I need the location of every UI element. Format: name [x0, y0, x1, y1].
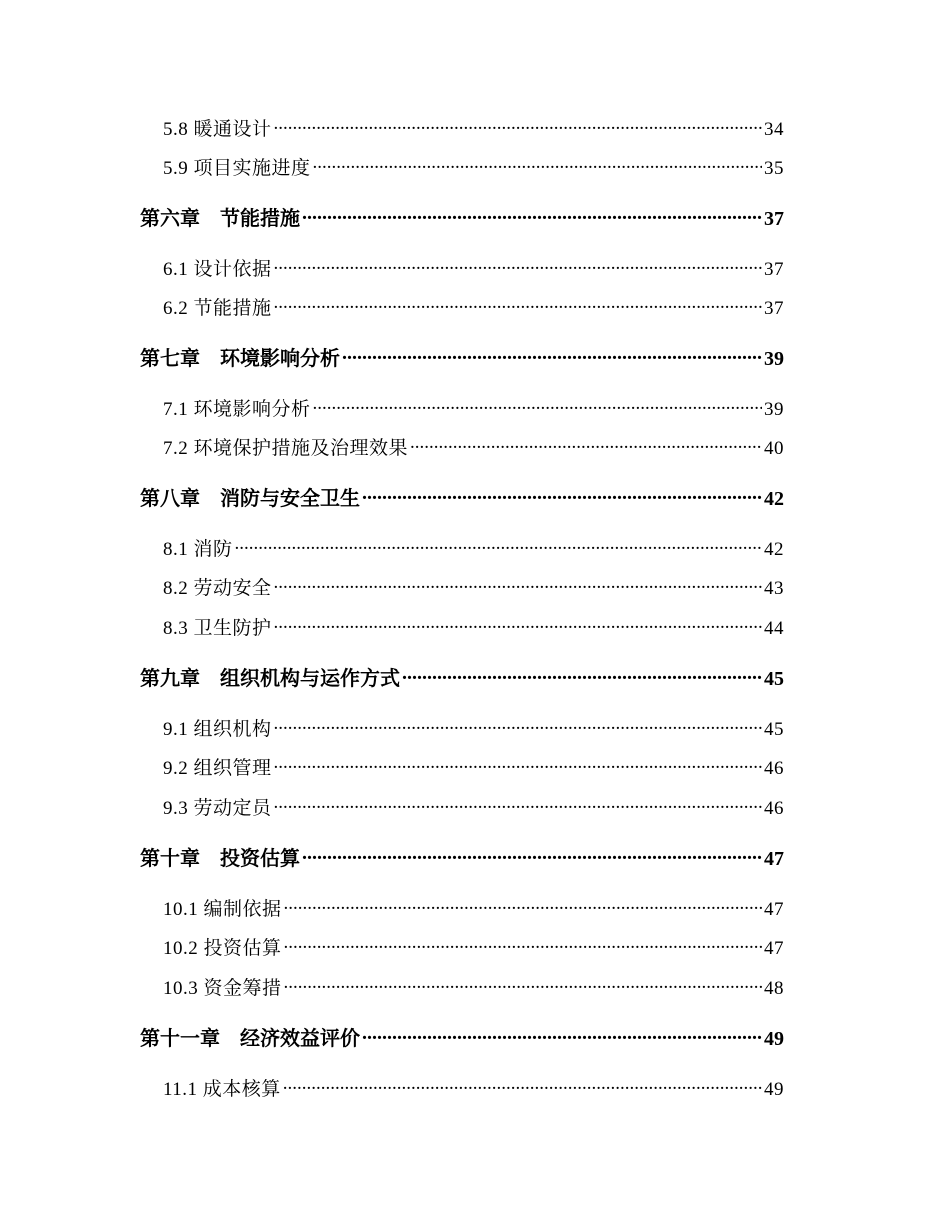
toc-page-number: 39	[764, 348, 784, 370]
dot-leader	[274, 575, 762, 594]
toc-entry[interactable]	[163, 293, 784, 320]
toc-chapter-label: 第六章 节能措施	[140, 206, 300, 230]
toc-page-number: 47	[764, 938, 784, 959]
toc-entry[interactable]	[163, 394, 784, 421]
dot-leader	[313, 155, 762, 174]
toc-page-number: 46	[764, 758, 784, 779]
toc-entry[interactable]	[163, 973, 784, 1000]
toc-entry[interactable]	[163, 793, 784, 820]
dot-leader	[283, 1076, 762, 1095]
toc-page-number: 44	[764, 618, 784, 639]
dot-leader	[274, 295, 762, 314]
dot-leader	[284, 896, 762, 915]
toc-entry[interactable]	[163, 433, 784, 460]
toc-entry-label: 9.1 组织机构	[163, 719, 272, 740]
toc-page-number: 45	[764, 668, 784, 690]
toc-entry-label: 10.2 投资估算	[163, 938, 282, 959]
toc-entry[interactable]	[163, 1074, 784, 1101]
toc-chapter-entry[interactable]	[140, 1022, 784, 1051]
dot-leader	[362, 1025, 762, 1045]
toc-entry-label: 11.1 成本核算	[163, 1079, 281, 1100]
toc-entry-label: 8.1 消防	[163, 539, 233, 560]
toc-entry-label: 7.2 环境保护措施及治理效果	[163, 438, 409, 459]
toc-entry-label: 5.9 项目实施进度	[163, 158, 311, 179]
toc-chapter-entry[interactable]	[140, 662, 784, 691]
toc-entry[interactable]	[163, 254, 784, 281]
dot-leader	[402, 665, 762, 685]
dot-leader	[284, 975, 762, 994]
toc-entry[interactable]	[163, 534, 784, 561]
toc-entry-label: 10.1 编制依据	[163, 899, 282, 920]
toc-page-number: 47	[764, 899, 784, 920]
dot-leader	[284, 935, 762, 954]
dot-leader	[342, 345, 762, 365]
toc-entry[interactable]	[163, 714, 784, 741]
toc-page-number: 49	[764, 1028, 784, 1050]
toc-entry-label: 8.3 卫生防护	[163, 618, 272, 639]
toc-page-number: 48	[764, 978, 784, 999]
toc-chapter-entry[interactable]	[140, 342, 784, 371]
dot-leader	[274, 116, 762, 135]
toc-chapter-entry[interactable]	[140, 202, 784, 231]
dot-leader	[274, 716, 762, 735]
toc-page-number: 47	[764, 848, 784, 870]
toc-page-number: 35	[764, 158, 784, 179]
toc-entry-label: 8.2 劳动安全	[163, 578, 272, 599]
dot-leader	[313, 396, 762, 415]
toc-entry-label: 7.1 环境影响分析	[163, 399, 311, 420]
toc-chapter-label: 第八章 消防与安全卫生	[140, 486, 360, 510]
toc-chapter-label: 第九章 组织机构与运作方式	[140, 666, 400, 690]
dot-leader	[302, 205, 762, 225]
toc-entry-label: 5.8 暖通设计	[163, 119, 272, 140]
toc-page-number: 37	[764, 208, 784, 230]
toc-entry[interactable]	[163, 613, 784, 640]
toc-entry-label: 9.3 劳动定员	[163, 798, 272, 819]
dot-leader	[302, 845, 762, 865]
toc-entry[interactable]	[163, 573, 784, 600]
toc-page-number: 49	[764, 1079, 784, 1100]
toc-entry-label: 6.1 设计依据	[163, 259, 272, 280]
toc-page-number: 45	[764, 719, 784, 740]
toc-entry-label: 10.3 资金筹措	[163, 978, 282, 999]
dot-leader	[274, 256, 762, 275]
toc-chapter-label: 第十一章 经济效益评价	[140, 1026, 360, 1050]
dot-leader	[235, 536, 762, 555]
toc-entry[interactable]	[163, 933, 784, 960]
toc-chapter-entry[interactable]	[140, 842, 784, 871]
toc-entry[interactable]	[163, 153, 784, 180]
dot-leader	[274, 795, 762, 814]
toc-entry[interactable]	[163, 753, 784, 780]
toc-page-number: 39	[764, 399, 784, 420]
toc-page-number: 43	[764, 578, 784, 599]
toc-page-number: 42	[764, 488, 784, 510]
toc-page-number: 37	[764, 259, 784, 280]
dot-leader	[362, 485, 762, 505]
toc-entry-label: 9.2 组织管理	[163, 758, 272, 779]
dot-leader	[410, 435, 762, 454]
toc-chapter-label: 第七章 环境影响分析	[140, 346, 340, 370]
toc-page-number: 46	[764, 798, 784, 819]
toc-entry[interactable]	[163, 114, 784, 141]
toc-page-number: 34	[764, 119, 784, 140]
toc-entry-label: 6.2 节能措施	[163, 298, 272, 319]
dot-leader	[274, 615, 762, 634]
toc-chapter-label: 第十章 投资估算	[140, 846, 300, 870]
toc-page-number: 40	[764, 438, 784, 459]
toc-page-number: 37	[764, 298, 784, 319]
dot-leader	[274, 755, 762, 774]
toc-page-number: 42	[764, 539, 784, 560]
toc-chapter-entry[interactable]	[140, 482, 784, 511]
toc-entry[interactable]	[163, 894, 784, 921]
